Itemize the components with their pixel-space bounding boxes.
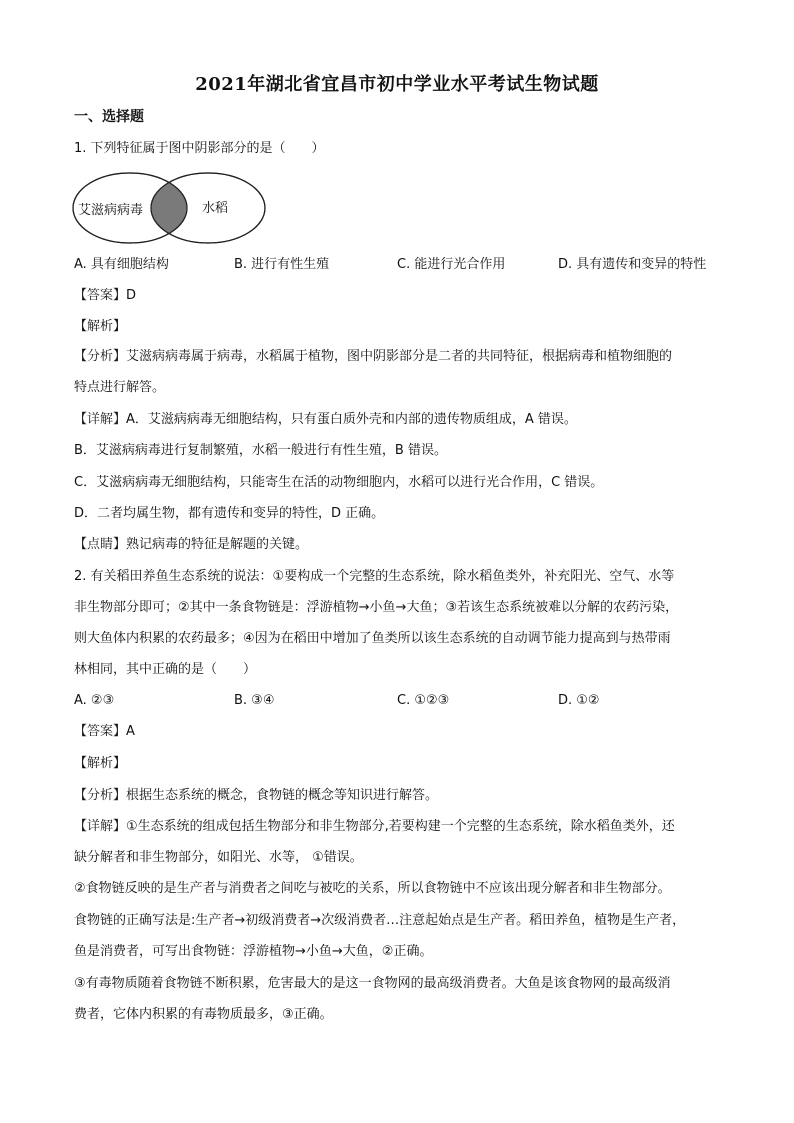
q2-xiangjie-line-7: 费者，它体内积累的有毒物质最多，③正确。 bbox=[74, 1007, 333, 1022]
q1-option-b: B. 进行有性生殖 bbox=[234, 257, 330, 272]
q2-stem-line-1: 2. 有关稻田养鱼生态系统的说法：①要构成一个完整的生态系统，除水稻鱼类外，补充阳光、空气、水等 bbox=[74, 569, 675, 584]
q2-stem-line-3: 则大鱼体内积累的农药最多；④因为在稻田中增加了鱼类所以该生态系统的自动调节能力提高到与热带雨 bbox=[74, 631, 671, 646]
q1-option-c: C. 能进行光合作用 bbox=[397, 257, 506, 272]
venn-right-label: 水稻 bbox=[202, 201, 229, 216]
q1-option-d: D. 具有遗传和变异的特性 bbox=[558, 257, 707, 272]
q1-fenxi-text-1: 艾滋病病毒属于病毒，水稻属于植物，图中阴影部分是二者的共同特征，根据病毒和植物细胞的 bbox=[126, 349, 673, 364]
q1-dianjing-text: 熟记病毒的特征是解题的关键。 bbox=[126, 537, 309, 552]
q2-xiangjie-line-3: ②食物链反映的是生产者与消费者之间吃与被吃的关系，所以食物链中不应该出现分解者和非生物部分。 bbox=[74, 881, 671, 896]
q2-xiangjie-text-1: ①生态系统的组成包括生物部分和非生物部分,若要构建一个完整的生态系统，除水稻鱼类外，还 bbox=[126, 819, 675, 834]
q2-answer-tag: 【答案】 bbox=[74, 724, 127, 739]
q2-option-b: B. ③④ bbox=[234, 693, 275, 708]
q1-answer-value: D bbox=[126, 288, 137, 303]
q1-xiangjie-d: D．二者均属生物，都有遗传和变异的特性，D 正确。 bbox=[74, 506, 385, 521]
q1-fenxi-line-2: 特点进行解答。 bbox=[74, 380, 166, 395]
q1-option-a: A. 具有细胞结构 bbox=[74, 257, 169, 272]
q1-analysis-tag: 【解析】 bbox=[74, 319, 127, 334]
q2-xiangjie-line-2: 缺分解者和非生物部分，如阳光、水等， ①错误。 bbox=[74, 850, 363, 865]
q1-answer-tag: 【答案】 bbox=[74, 288, 127, 303]
q2-xiangjie-line-1 bbox=[74, 817, 724, 837]
q2-option-d: D. ①② bbox=[558, 693, 600, 708]
q2-xiangjie-tag: 【详解】 bbox=[74, 819, 127, 834]
venn-diagram bbox=[72, 170, 272, 246]
q2-option-a: A. ②③ bbox=[74, 693, 115, 708]
q2-analysis-tag: 【解析】 bbox=[74, 756, 127, 771]
q1-dianjing-tag: 【点睛】 bbox=[74, 537, 127, 552]
venn-left-label: 艾滋病病毒 bbox=[78, 203, 144, 218]
page-title: 2021年湖北省宜昌市初中学业水平考试生物试题 bbox=[195, 74, 599, 95]
q1-dianjing bbox=[74, 535, 724, 555]
q2-xiangjie-line-5: 鱼是消费者，可写出食物链：浮游植物→小鱼→大鱼，②正确。 bbox=[74, 944, 433, 959]
q2-xiangjie-line-6: ③有毒物质随着食物链不断积累，危害最大的是这一食物网的最高级消费者。大鱼是该食物网的最高级消 bbox=[74, 976, 671, 991]
q2-fenxi-text: 根据生态系统的概念，食物链的概念等知识进行解答。 bbox=[126, 788, 439, 803]
q1-xiangjie-b: B．艾滋病病毒进行复制繁殖，水稻一般进行有性生殖，B 错误。 bbox=[74, 443, 447, 458]
q1-xiangjie-a-text: A．艾滋病病毒无细胞结构，只有蛋白质外壳和内部的遗传物质组成，A 错误。 bbox=[126, 412, 577, 427]
q1-xiangjie-c: C．艾滋病病毒无细胞结构，只能寄生在活的动物细胞内，水稻可以进行光合作用，C 错误。 bbox=[74, 475, 604, 490]
q1-xiangjie-tag: 【详解】 bbox=[74, 412, 127, 427]
section-heading: 一、选择题 bbox=[74, 109, 144, 125]
q1-answer bbox=[74, 286, 724, 306]
q2-fenxi-tag: 【分析】 bbox=[74, 788, 127, 803]
q2-answer-value: A bbox=[126, 724, 135, 739]
q2-fenxi bbox=[74, 786, 724, 806]
q2-option-c: C. ①②③ bbox=[397, 693, 450, 708]
q2-answer bbox=[74, 722, 724, 742]
q1-fenxi-line-1 bbox=[74, 347, 724, 367]
q1-xiangjie-a bbox=[74, 410, 724, 430]
q2-stem-line-4: 林相同，其中正确的是（ ） bbox=[74, 662, 257, 677]
q1-fenxi-tag: 【分析】 bbox=[74, 349, 127, 364]
q2-xiangjie-line-4: 食物链的正确写法是:生产者→初级消费者→次级消费者…注意起始点是生产者。稻田养鱼，植物是生产者， bbox=[74, 913, 686, 928]
q1-stem: 1. 下列特征属于图中阴影部分的是（ ） bbox=[74, 141, 325, 156]
q2-stem-line-2: 非生物部分即可；②其中一条食物链是：浮游植物→小鱼→大鱼；③若该生态系统被难以分解的农药污染， bbox=[74, 600, 679, 615]
